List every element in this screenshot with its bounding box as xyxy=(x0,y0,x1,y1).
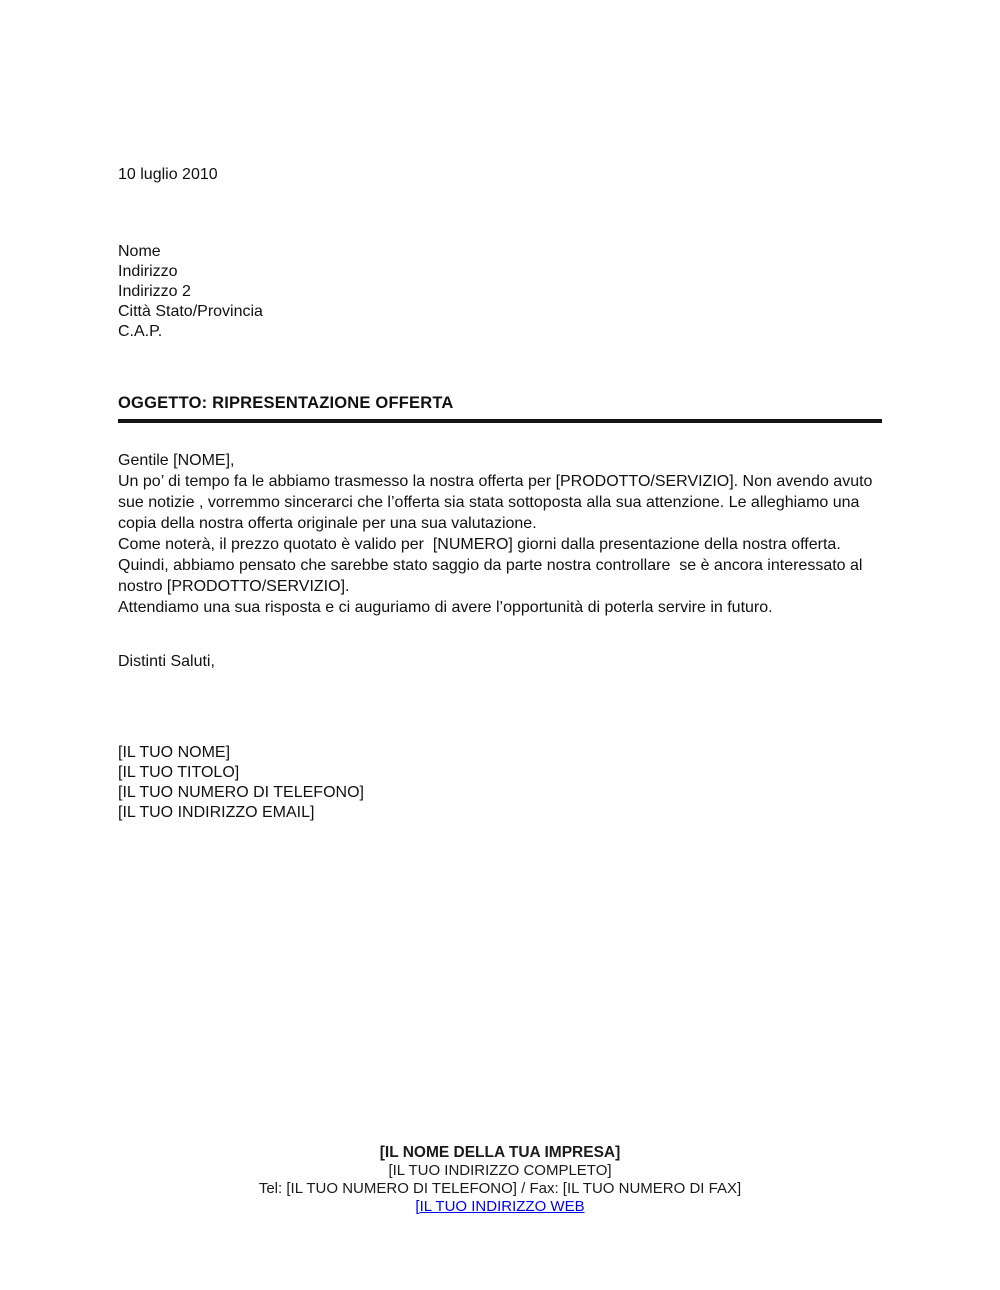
signature-title: [IL TUO TITOLO] xyxy=(118,764,240,781)
recipient-city-state: Città Stato/Provincia xyxy=(118,303,263,320)
body-paragraph-2: Come noterà, il prezzo quotato è valido per [NUMERO] giorni dalla presentazione della nostra offerta. Quindi, abbiamo pensato che sarebbe stato saggio da parte nostra controllare se è ancora interessato al nostro [PRODOTTO/SERVIZIO]. xyxy=(118,536,867,595)
signature-phone: [IL TUO NUMERO DI TELEFONO] xyxy=(118,784,364,801)
signature-block xyxy=(118,743,882,823)
footer-web-link[interactable]: [IL TUO INDIRIZZO WEB xyxy=(415,1198,585,1215)
letter-date: 10 luglio 2010 xyxy=(118,166,218,183)
salutation: Gentile [NOME], xyxy=(118,452,235,469)
body-paragraph-1: Un po’ di tempo fa le abbiamo trasmesso la nostra offerta per [PRODOTTO/SERVIZIO]. Non avendo avuto sue notizie , vorremmo sincerarci che l’offerta sia stata sottoposta alla sua attenzione. Le alleghiamo una copia della nostra offerta originale per una sua valutazione. xyxy=(118,473,877,532)
letter-footer xyxy=(0,1144,1000,1216)
signature-email: [IL TUO INDIRIZZO EMAIL] xyxy=(118,804,315,821)
footer-company-address: [IL TUO INDIRIZZO COMPLETO] xyxy=(388,1162,612,1179)
footer-tel-fax: Tel: [IL TUO NUMERO DI TELEFONO] / Fax: [IL TUO NUMERO DI FAX] xyxy=(258,1180,742,1197)
footer-company-name: [IL NOME DELLA TUA IMPRESA] xyxy=(379,1144,621,1161)
recipient-block xyxy=(118,242,882,342)
closing-salutation: Distinti Saluti, xyxy=(118,653,215,670)
recipient-address1: Indirizzo xyxy=(118,263,178,280)
body-paragraph-3: Attendiamo una sua risposta e ci auguriamo di avere l’opportunità di poterla servire in futuro. xyxy=(118,599,773,616)
divider-rule xyxy=(118,419,882,423)
subject-line: OGGETTO: RIPRESENTAZIONE OFFERTA xyxy=(118,394,454,412)
recipient-address2: Indirizzo 2 xyxy=(118,283,191,300)
recipient-name: Nome xyxy=(118,243,161,260)
signature-name: [IL TUO NOME] xyxy=(118,744,231,761)
recipient-zip: C.A.P. xyxy=(118,323,163,340)
